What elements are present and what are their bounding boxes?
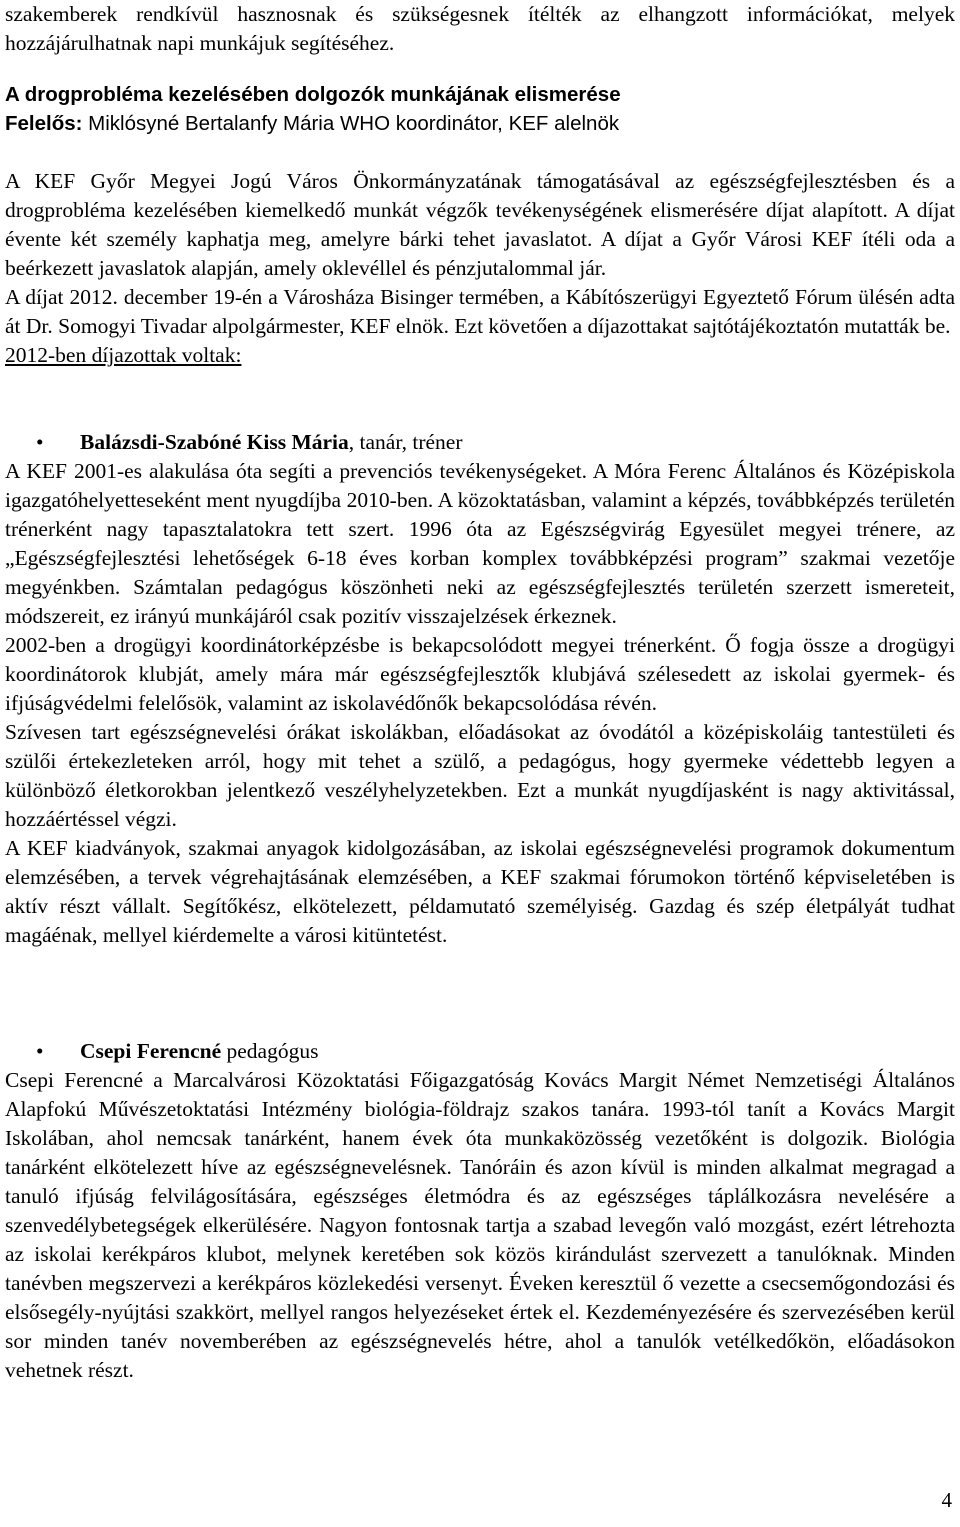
winner-2-body (5, 1066, 955, 1385)
bullet-icon: • (36, 1039, 44, 1063)
award-description (5, 167, 955, 370)
winner-1-heading (5, 428, 955, 457)
intro-paragraph (5, 0, 955, 58)
award-ceremony-text: A díjat 2012. december 19-én a Városháza Bisinger termében, a Kábítószerügyi Egyeztető Fórum ülésén adta át Dr. Somogyi Tivadar alpolgármester, KEF elnök. Ezt követően a díjazottakat sajtótájékoztatón mutatták be. (5, 285, 955, 338)
responsible-label: Felelős: (5, 112, 83, 135)
winner-1-paragraph-1: A KEF 2001-es alakulása óta segíti a prevenciós tevékenységeket. A Móra Ferenc Általános és Középiskola igazgatóhelyetteseként ment nyugdíjba 2010-ben. A közoktatásban, valamint a képzés, továbbképzés területén trénerként nagy tapasztalatokra tett szert. 1996 óta az Egészségvirág Egyesület megyei trénere, az „Egészségfejlesztési lehetőségek 6-18 éves korban komplex továbbképzési program” szakmai vezetője megyénkben. Számtalan pedagógus köszönheti neki az egészségfejlesztés területén szerzett ismereteit, módszereit, ez irányú munkájáról csak pozitív visszajelzések érkeznek. (5, 459, 955, 628)
bullet-icon: • (36, 430, 44, 454)
winner-2-paragraph-1: Csepi Ferencné a Marcalvárosi Közoktatási Főigazgatóság Kovács Margit Német Nemzetiségi Általános Alapfokú Művészetoktatási Intézmény biológia-földrajz szakos tanára. 1993-tól tanít a Kovács Margit Iskolában, ahol nemcsak tanárként, hanem évek óta munkaközösség vezetőként is dolgozik. Biológia tanárként elkötelezett híve az egészségnevelésnek. Tanóráin és azon kívül is minden alkalmat megragad a tanuló ifjúság felvilágosítására, egészséges életmódra és az egészséges táplálkozásra nevelésére a szenvedélybetegségek elkerülésére. Nagyon fontosnak tartja a szabad levegőn való mozgást, ezért létrehozta az iskolai kerékpáros klubot, melynek keretében sok közös kirándulást szervezett a tanulóknak. Minden tanévben megszervezi a kerékpáros közlekedési versenyt. Éveken keresztül ő vezette a csecsemőgondozási és elsősegély-nyújtási szakkört, mellyel rangos helyezéseket értek el. Kezdeményezésére és szervezésében kerül sor minden tanév novemberében az egészségnevelés hétre, ahol a tanulók vetélkedőkön, előadásokon vehetnek részt. (5, 1068, 955, 1382)
section-header (5, 80, 955, 138)
section-responsible (5, 109, 955, 138)
winners-heading: 2012-ben díjazottak voltak: (5, 343, 242, 367)
winner-1-body (5, 457, 955, 950)
winner-2-role: pedagógus (221, 1039, 319, 1063)
section-title: A drogprobléma kezelésében dolgozók munkájának elismerése (5, 83, 621, 106)
winner-1-paragraph-2: 2002-ben a drogügyi koordinátorképzésbe is bekapcsolódott megyei trénerként. Ő fogja össze a drogügyi koordinátorok klubját, amely mára már egészségfejlesztők klubjává szélesedett az iskolai gyermek- és ifjúságvédelmi felelősök, valamint az iskolavédőnők bekapcsolódása révén. (5, 633, 955, 715)
award-text-3: A díjat a Győr Városi KEF ítéli oda a beérkezett javaslatok alapján, amely oklevéllel és pénzjutalommal jár. (5, 227, 956, 280)
winner-1-role: , tanár, tréner (348, 430, 463, 454)
responsible-value: Miklósyné Bertalanfy Mária WHO koordinátor, KEF alelnök (82, 112, 620, 135)
winner-2-name: Csepi Ferencné (80, 1039, 222, 1063)
intro-text: szakemberek rendkívül hasznosnak és szükségesnek ítélték az elhangzott információkat, melyek hozzájárulhatnak napi munkájuk segítéséhez. (5, 2, 955, 55)
winner-2-title (80, 1037, 318, 1066)
winner-2-heading (5, 1037, 955, 1066)
winner-1-paragraph-4: A KEF kiadványok, szakmai anyagok kidolgozásában, az iskolai egészségnevelési programok dokumentum elemzésében, a tervek végrehajtásának elemzésében, a KEF szakmai fórumokon történő képviseletében is aktív részt vállalt. Segítőkész, elkötelezett, példamutató személyiség. Gazdag és szép életpályát tudhat magáénak, mellyel kiérdemelte a városi kitüntetést. (5, 836, 955, 947)
page-number: 4 (941, 1488, 952, 1512)
award-paragraph (5, 167, 955, 283)
award-text-1: A KEF Győr Megyei Jogú Város Önkormányzatának támogatásával az egészségfejlesztésben és a drogprobléma kezelésében kiemelkedő munkát végzők tevékenységének elismerésére díjat alapított. (5, 169, 955, 222)
award-text-2: A díjat évente két személy kaphatja meg, amelyre bárki tehet javaslatot. (5, 198, 955, 251)
winner-1-name: Balázsdi-Szabóné Kiss Mária (80, 430, 349, 454)
winner-1-paragraph-3: Szívesen tart egészségnevelési órákat iskolákban, előadásokat az óvodától a középiskoláig tantestületi és szülői értekezleteken arról, hogy mit tehet a szülő, a pedagógus, hogy gyermeke védettebb legyen a különböző életkorokban jelentkező veszélyhelyzetekben. Ezt a munkát nyugdíjasként is nagy aktivitással, hozzáértéssel végzi. (5, 720, 955, 831)
winner-1-title (80, 428, 463, 457)
